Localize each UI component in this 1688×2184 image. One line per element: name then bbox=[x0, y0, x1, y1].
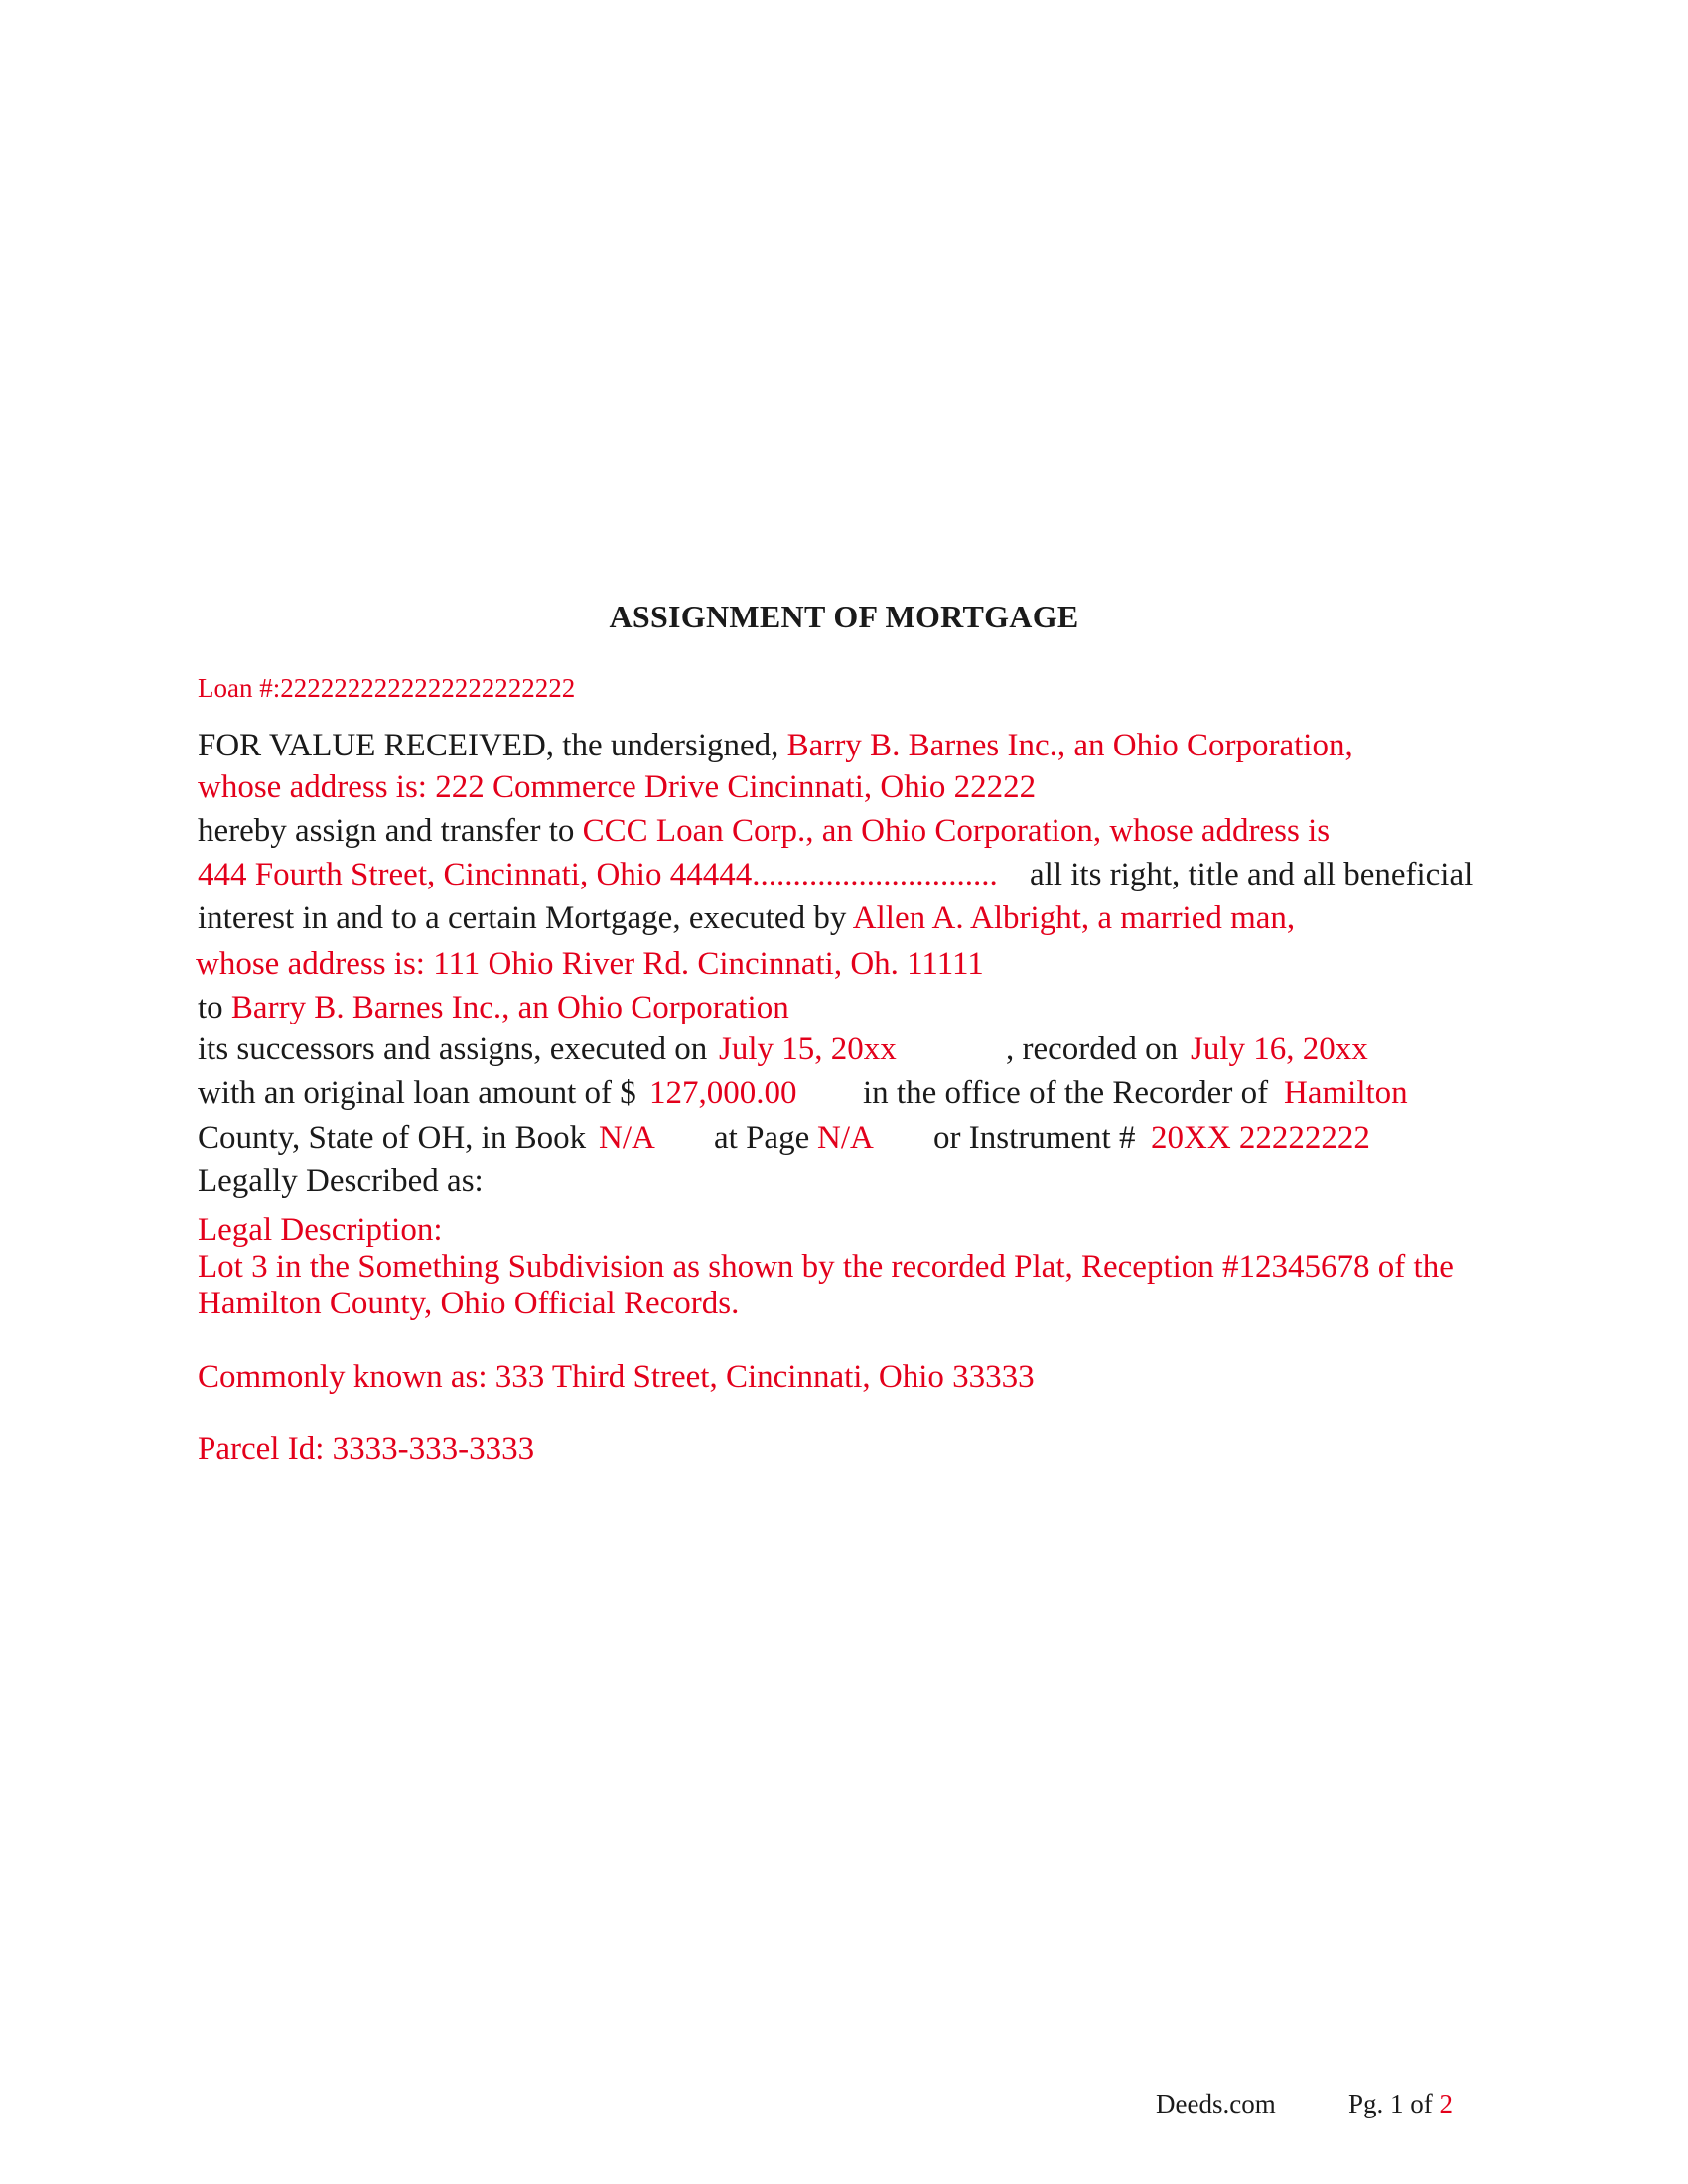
loan-label: Loan #: bbox=[198, 673, 281, 703]
legal-description-line-2: Hamilton County, Ohio Official Records. bbox=[198, 1286, 740, 1321]
assign-transfer-text: hereby assign and transfer to bbox=[198, 813, 575, 849]
footer-total-pages: 2 bbox=[1439, 2089, 1454, 2118]
paragraph-line-5 bbox=[198, 902, 1295, 935]
paragraph-line-7 bbox=[198, 992, 789, 1024]
assignor-address: whose address is: 222 Commerce Drive Cincinnati, Ohio 22222 bbox=[198, 769, 1037, 805]
assignor-name: Barry B. Barnes Inc., an Ohio Corporation, bbox=[786, 728, 1353, 763]
assignee-name: CCC Loan Corp., an Ohio Corporation, whose address is bbox=[582, 813, 1331, 849]
legal-description-heading: Legal Description: bbox=[198, 1212, 443, 1248]
recorder-office-text: in the office of the Recorder of bbox=[863, 1075, 1269, 1111]
recorded-date: July 16, 20xx bbox=[1191, 1031, 1368, 1067]
footer-page-number bbox=[1348, 2091, 1453, 2117]
loan-number-line bbox=[198, 675, 575, 702]
county-name: Hamilton bbox=[1284, 1075, 1408, 1111]
interest-text: interest in and to a certain Mortgage, executed by bbox=[198, 900, 847, 936]
loan-amount: 127,000.00 bbox=[649, 1075, 797, 1111]
mortgagor-address: whose address is: 111 Ohio River Rd. Cincinnati, Oh. 11111 bbox=[196, 946, 984, 982]
for-value-received-text: FOR VALUE RECEIVED, the undersigned, bbox=[198, 728, 779, 763]
executed-date: July 15, 20xx bbox=[719, 1031, 897, 1067]
commonly-known-as: Commonly known as: 333 Third Street, Cincinnati, Ohio 33333 bbox=[198, 1359, 1035, 1395]
legally-described-text: Legally Described as: bbox=[198, 1163, 484, 1199]
loan-number: 2222222222222222222222 bbox=[280, 673, 576, 703]
document-title: ASSIGNMENT OF MORTGAGE bbox=[609, 599, 1079, 634]
county-state-book-text: County, State of OH, in Book bbox=[198, 1120, 587, 1156]
mortgagor-name: Allen A. Albright, a married man, bbox=[852, 900, 1296, 936]
legal-description-line-1: Lot 3 in the Something Subdivision as shown by the recorded Plat, Reception #12345678 of the bbox=[198, 1249, 1454, 1285]
right-title-text: all its right, title and all beneficial bbox=[1030, 857, 1474, 892]
parcel-id: Parcel Id: 3333-333-3333 bbox=[198, 1432, 535, 1467]
book-number: N/A bbox=[599, 1120, 655, 1156]
page-number: N/A bbox=[817, 1120, 874, 1156]
paragraph-line-3 bbox=[198, 815, 1330, 848]
footer-page-label: Pg. 1 of bbox=[1348, 2089, 1433, 2118]
paragraph-line-1 bbox=[198, 730, 1353, 762]
to-text: to bbox=[198, 990, 223, 1025]
instrument-text: or Instrument # bbox=[933, 1120, 1136, 1156]
instrument-number: 20XX 22222222 bbox=[1151, 1120, 1370, 1156]
loan-amount-text: with an original loan amount of $ bbox=[198, 1075, 636, 1111]
footer-site: Deeds.com bbox=[1156, 2089, 1276, 2118]
successors-text: its successors and assigns, executed on bbox=[198, 1031, 708, 1067]
at-page-text: at Page bbox=[714, 1120, 810, 1156]
assignee-address: 444 Fourth Street, Cincinnati, Ohio 44444.............................. bbox=[198, 857, 998, 892]
mortgagee-name: Barry B. Barnes Inc., an Ohio Corporation bbox=[230, 990, 789, 1025]
recorded-on-text: , recorded on bbox=[1006, 1031, 1179, 1067]
